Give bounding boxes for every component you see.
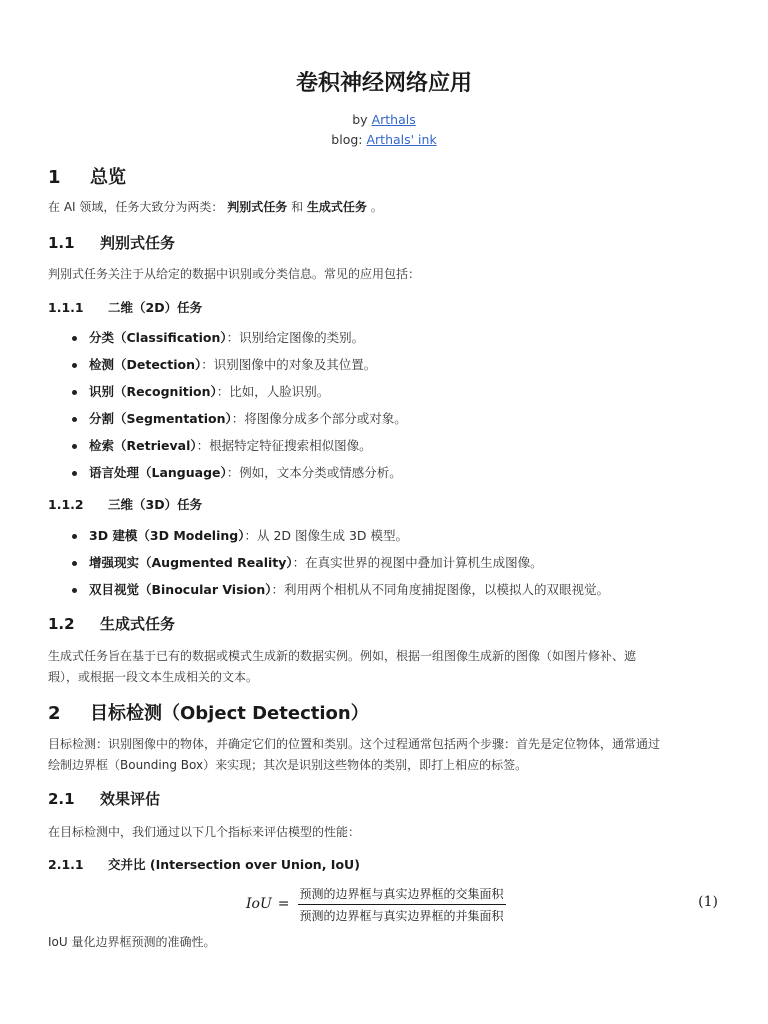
list-item-desc: ：从 2D 图像生成 3D 模型。: [244, 528, 409, 543]
author-link[interactable]: Arthals: [371, 112, 416, 127]
section-title: 交并比 (Intersection over Union, IoU): [108, 857, 360, 872]
term-discriminative: 判别式任务: [227, 200, 288, 214]
list-item-desc: ：将图像分成多个部分或对象。: [231, 411, 407, 426]
list-item-desc: ：识别图像中的对象及其位置。: [201, 357, 377, 372]
list-item: [72, 463, 407, 490]
blog-link[interactable]: Arthals' ink: [366, 132, 437, 147]
equation-equals: =: [277, 896, 290, 912]
list-item: [72, 553, 609, 580]
document-title: 卷积神经网络应用: [295, 71, 472, 96]
equation-fraction: [298, 885, 506, 924]
heading-section-1-1: [48, 232, 175, 253]
list-item: [72, 580, 609, 607]
blog-line: [0, 132, 768, 147]
section-1-intro: [48, 197, 720, 218]
heading-section-2-1-1: [48, 855, 360, 873]
list-item-term: 检索（Retrieval）: [89, 438, 197, 453]
list-item-term: 分割（Segmentation）: [89, 411, 232, 426]
intro-conjunction: 和: [291, 200, 304, 214]
list-item: [72, 526, 609, 553]
equation-numerator: 预测的边界框与真实边界框的交集面积: [298, 885, 506, 905]
term-generative: 生成式任务: [306, 200, 367, 214]
list-item-term: 3D 建模（3D Modeling）: [89, 528, 245, 543]
iou-equation: [0, 884, 768, 924]
list-3d-tasks: [72, 526, 609, 607]
equation-denominator: 预测的边界框与真实边界框的并集面积: [299, 908, 504, 923]
section-title: 目标检测（Object Detection）: [90, 703, 369, 724]
section-1-1-intro: 判别式任务关注于从给定的数据中识别或分类信息。常见的应用包括：: [48, 267, 421, 281]
section-1-2-paragraph: [48, 646, 720, 688]
author-prefix: by: [352, 112, 368, 127]
equation-lhs: IoU: [246, 896, 272, 912]
heading-section-2-1: [48, 788, 160, 809]
list-item-term: 增强现实（Augmented Reality）: [89, 555, 293, 570]
list-item-desc: ：比如，人脸识别。: [216, 384, 330, 399]
list-item-desc: ：利用两个相机从不同角度捕捉图像，以模拟人的双眼视觉。: [271, 582, 610, 597]
section-number: 2.1: [48, 790, 75, 808]
equation-number: (1): [698, 894, 718, 910]
section-number: 1: [48, 167, 61, 188]
list-item-term: 语言处理（Language）: [89, 465, 227, 480]
intro-text: 在 AI 领域，任务大致分为两类：: [48, 200, 224, 214]
list-item-desc: ：在真实世界的视图中叠加计算机生成图像。: [292, 555, 543, 570]
blog-prefix: blog:: [331, 132, 363, 147]
list-item: [72, 382, 407, 409]
list-item-term: 双目视觉（Binocular Vision）: [89, 582, 272, 597]
section-title: 二维（2D）任务: [108, 300, 203, 315]
paragraph-line: 瑕），或根据一段文本生成相关的文本。: [48, 670, 259, 684]
list-2d-tasks: [72, 328, 407, 490]
section-number: 2: [48, 703, 61, 724]
heading-section-1-1-2: [48, 495, 202, 513]
section-number: 1.1.1: [48, 300, 84, 315]
section-title: 三维（3D）任务: [108, 497, 203, 512]
section-number: 2.1.1: [48, 857, 84, 872]
heading-section-2: [48, 699, 369, 725]
list-item: [72, 436, 407, 463]
list-item-term: 识别（Recognition）: [89, 384, 217, 399]
list-item-term: 检测（Detection）: [89, 357, 202, 372]
author-line: [0, 112, 768, 127]
list-item: [72, 355, 407, 382]
intro-end: 。: [370, 200, 383, 214]
section-number: 1.1.2: [48, 497, 84, 512]
section-2-1-intro: 在目标检测中，我们通过以下几个指标来评估模型的性能：: [48, 825, 361, 839]
paragraph-line: 目标检测：识别图像中的物体，并确定它们的位置和类别。这个过程通常包括两个步骤：首先是定位物体，通常通过: [48, 737, 661, 751]
section-number: 1.2: [48, 615, 75, 633]
list-item-desc: ：例如，文本分类或情感分析。: [226, 465, 402, 480]
paragraph-line: 绘制边界框（Bounding Box）来实现；其次是识别这些物体的类别，即打上相应的标签。: [48, 758, 528, 772]
iou-description: IoU 量化边界框预测的准确性。: [48, 935, 216, 949]
section-title: 生成式任务: [100, 615, 176, 633]
heading-section-1-2: [48, 613, 175, 634]
list-item-term: 分类（Classification）: [89, 330, 227, 345]
paragraph-line: 生成式任务旨在基于已有的数据或模式生成新的数据实例。例如，根据一组图像生成新的图像（如图片修补、遮: [48, 649, 637, 663]
section-2-paragraph: [48, 734, 720, 776]
list-item-desc: ：识别给定图像的类别。: [226, 330, 365, 345]
list-item-desc: ：根据特定特征搜索相似图像。: [196, 438, 372, 453]
list-item: [72, 328, 407, 355]
section-title: 总览: [90, 167, 126, 188]
section-number: 1.1: [48, 234, 75, 252]
heading-section-1-1-1: [48, 298, 202, 316]
list-item: [72, 409, 407, 436]
section-title: 判别式任务: [100, 234, 176, 252]
section-title: 效果评估: [100, 790, 161, 808]
heading-section-1: [48, 163, 126, 189]
equation-body: [246, 884, 506, 924]
